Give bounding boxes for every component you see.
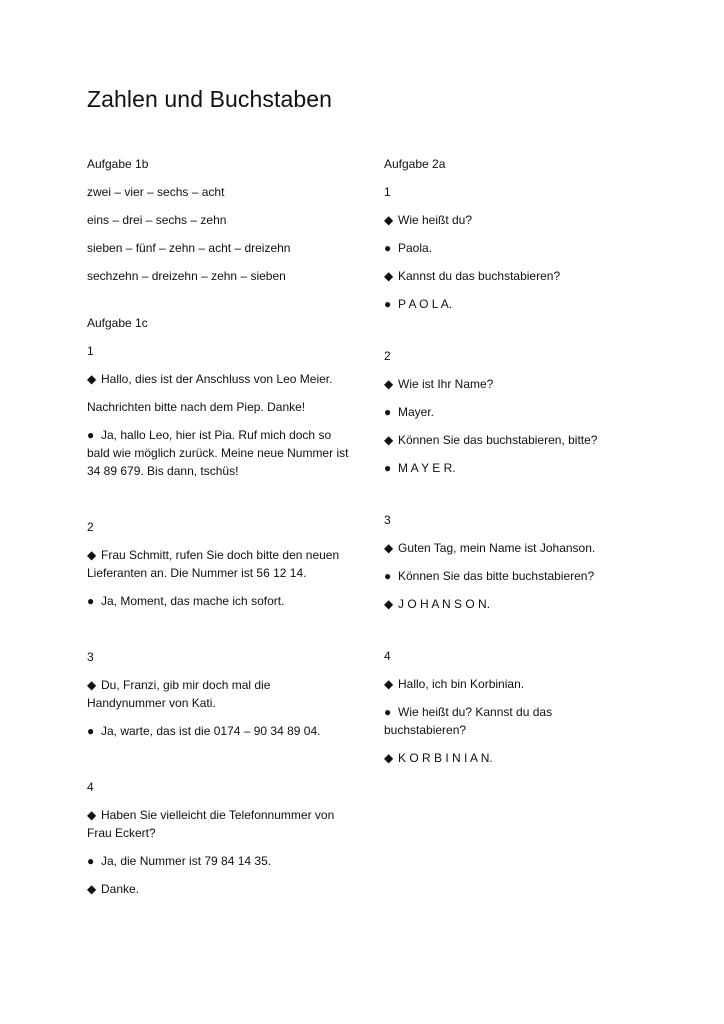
dialog-number: 3 bbox=[87, 650, 94, 664]
dialog-line-speaker-a bbox=[384, 211, 634, 229]
dialog-number: 4 bbox=[87, 780, 94, 794]
black-diamond-icon: ◆ bbox=[87, 882, 97, 896]
dialog-text: Paola. bbox=[398, 241, 433, 255]
right-column bbox=[384, 150, 634, 777]
black-diamond-icon: ◆ bbox=[87, 808, 97, 822]
black-diamond-icon: ◆ bbox=[384, 597, 394, 611]
dialog-text: Wie heißt du? bbox=[398, 213, 473, 227]
dialog-line-speaker-a bbox=[384, 749, 634, 767]
dialog-text: Guten Tag, mein Name ist Johanson. bbox=[398, 541, 596, 555]
black-diamond-icon: ◆ bbox=[87, 548, 97, 562]
dialog-line-speaker-a bbox=[87, 806, 352, 842]
black-diamond-icon: ◆ bbox=[384, 677, 394, 691]
dialog-line-speaker-b bbox=[87, 852, 352, 870]
dialog-line-speaker-a bbox=[384, 595, 634, 613]
dialog-line-speaker-b bbox=[87, 426, 352, 480]
dialog-line-speaker-b bbox=[384, 567, 634, 585]
spelled-name: J O H A N S O N. bbox=[398, 597, 491, 611]
page-title: Zahlen und Buchstaben bbox=[87, 86, 333, 112]
black-diamond-icon: ◆ bbox=[384, 269, 394, 283]
dialog-line-speaker-a bbox=[384, 431, 634, 449]
dialog-text: Können Sie das bitte buchstabieren? bbox=[398, 569, 595, 583]
black-circle-icon: ● bbox=[384, 705, 392, 719]
number-sequence: eins – drei – sechs – zehn bbox=[87, 213, 227, 227]
dialog-line-speaker-a bbox=[384, 375, 634, 393]
black-circle-icon: ● bbox=[384, 297, 392, 311]
dialog-line-speaker-b bbox=[384, 239, 634, 257]
black-diamond-icon: ◆ bbox=[87, 372, 97, 386]
dialog-line-speaker-a bbox=[384, 267, 634, 285]
black-diamond-icon: ◆ bbox=[384, 377, 394, 391]
dialog-line-speaker-a bbox=[384, 539, 634, 557]
section-heading-1b: Aufgabe 1b bbox=[87, 157, 149, 171]
left-column bbox=[87, 150, 352, 908]
dialog-text: Ja, warte, das ist die 0174 – 90 34 89 04. bbox=[101, 724, 321, 738]
dialog-text: Ja, die Nummer ist 79 84 14 35. bbox=[101, 854, 272, 868]
dialog-text: Wie heißt du? Kannst du das buchstabieren? bbox=[384, 705, 553, 737]
spelled-name: K O R B I N I A N. bbox=[398, 751, 493, 765]
dialog-line-speaker-a bbox=[87, 676, 352, 712]
dialog-text: Wie ist Ihr Name? bbox=[398, 377, 494, 391]
dialog-text: Kannst du das buchstabieren? bbox=[398, 269, 561, 283]
black-circle-icon: ● bbox=[384, 405, 392, 419]
dialog-line-speaker-a bbox=[87, 546, 352, 582]
dialog-line-speaker-b bbox=[87, 592, 352, 610]
black-diamond-icon: ◆ bbox=[384, 541, 394, 555]
section-heading-1c: Aufgabe 1c bbox=[87, 316, 148, 330]
dialog-text: Danke. bbox=[101, 882, 140, 896]
black-diamond-icon: ◆ bbox=[384, 751, 394, 765]
dialog-line-speaker-b bbox=[384, 703, 634, 739]
dialog-text: Frau Schmitt, rufen Sie doch bitte den neuen Lieferanten an. Die Nummer ist 56 12 14. bbox=[87, 548, 340, 580]
dialog-text: Hallo, ich bin Korbinian. bbox=[398, 677, 525, 691]
dialog-number: 2 bbox=[87, 520, 94, 534]
black-diamond-icon: ◆ bbox=[384, 433, 394, 447]
black-diamond-icon: ◆ bbox=[87, 678, 97, 692]
dialog-line-speaker-b bbox=[384, 295, 634, 313]
dialog-number: 2 bbox=[384, 349, 391, 363]
dialog-text: Du, Franzi, gib mir doch mal die Handynummer von Kati. bbox=[87, 678, 271, 710]
number-sequence: zwei – vier – sechs – acht bbox=[87, 185, 225, 199]
black-diamond-icon: ◆ bbox=[384, 213, 394, 227]
dialog-number: 1 bbox=[384, 185, 391, 199]
dialog-text: Können Sie das buchstabieren, bitte? bbox=[398, 433, 598, 447]
number-sequence: sieben – fünf – zehn – acht – dreizehn bbox=[87, 241, 291, 255]
black-circle-icon: ● bbox=[384, 241, 392, 255]
dialog-line-speaker-a bbox=[87, 880, 352, 898]
black-circle-icon: ● bbox=[87, 428, 95, 442]
dialog-number: 3 bbox=[384, 513, 391, 527]
dialog-number: 4 bbox=[384, 649, 391, 663]
dialog-text: Haben Sie vielleicht die Telefonnummer von Frau Eckert? bbox=[87, 808, 335, 840]
dialog-text: Ja, Moment, das mache ich sofort. bbox=[101, 594, 285, 608]
black-circle-icon: ● bbox=[384, 461, 392, 475]
black-circle-icon: ● bbox=[384, 569, 392, 583]
dialog-line-speaker-b bbox=[384, 403, 634, 421]
black-circle-icon: ● bbox=[87, 854, 95, 868]
black-circle-icon: ● bbox=[87, 724, 95, 738]
dialog-text: Mayer. bbox=[398, 405, 435, 419]
dialog-text: Ja, hallo Leo, hier ist Pia. Ruf mich doch so bald wie möglich zurück. Meine neue Nummer ist 34 89 679. Bis dann, tschüs! bbox=[87, 428, 349, 478]
spelled-name: P A O L A. bbox=[398, 297, 453, 311]
dialog-line-speaker-b bbox=[384, 459, 634, 477]
dialog-number: 1 bbox=[87, 344, 94, 358]
black-circle-icon: ● bbox=[87, 594, 95, 608]
dialog-line-speaker-b bbox=[87, 722, 352, 740]
section-heading-2a: Aufgabe 2a bbox=[384, 157, 446, 171]
spelled-name: M A Y E R. bbox=[398, 461, 456, 475]
dialog-line-speaker-a bbox=[87, 370, 352, 388]
dialog-line-continued: Nachrichten bitte nach dem Piep. Danke! bbox=[87, 400, 306, 414]
number-sequence: sechzehn – dreizehn – zehn – sieben bbox=[87, 269, 286, 283]
dialog-text: Hallo, dies ist der Anschluss von Leo Meier. bbox=[101, 372, 333, 386]
dialog-line-speaker-a bbox=[384, 675, 634, 693]
